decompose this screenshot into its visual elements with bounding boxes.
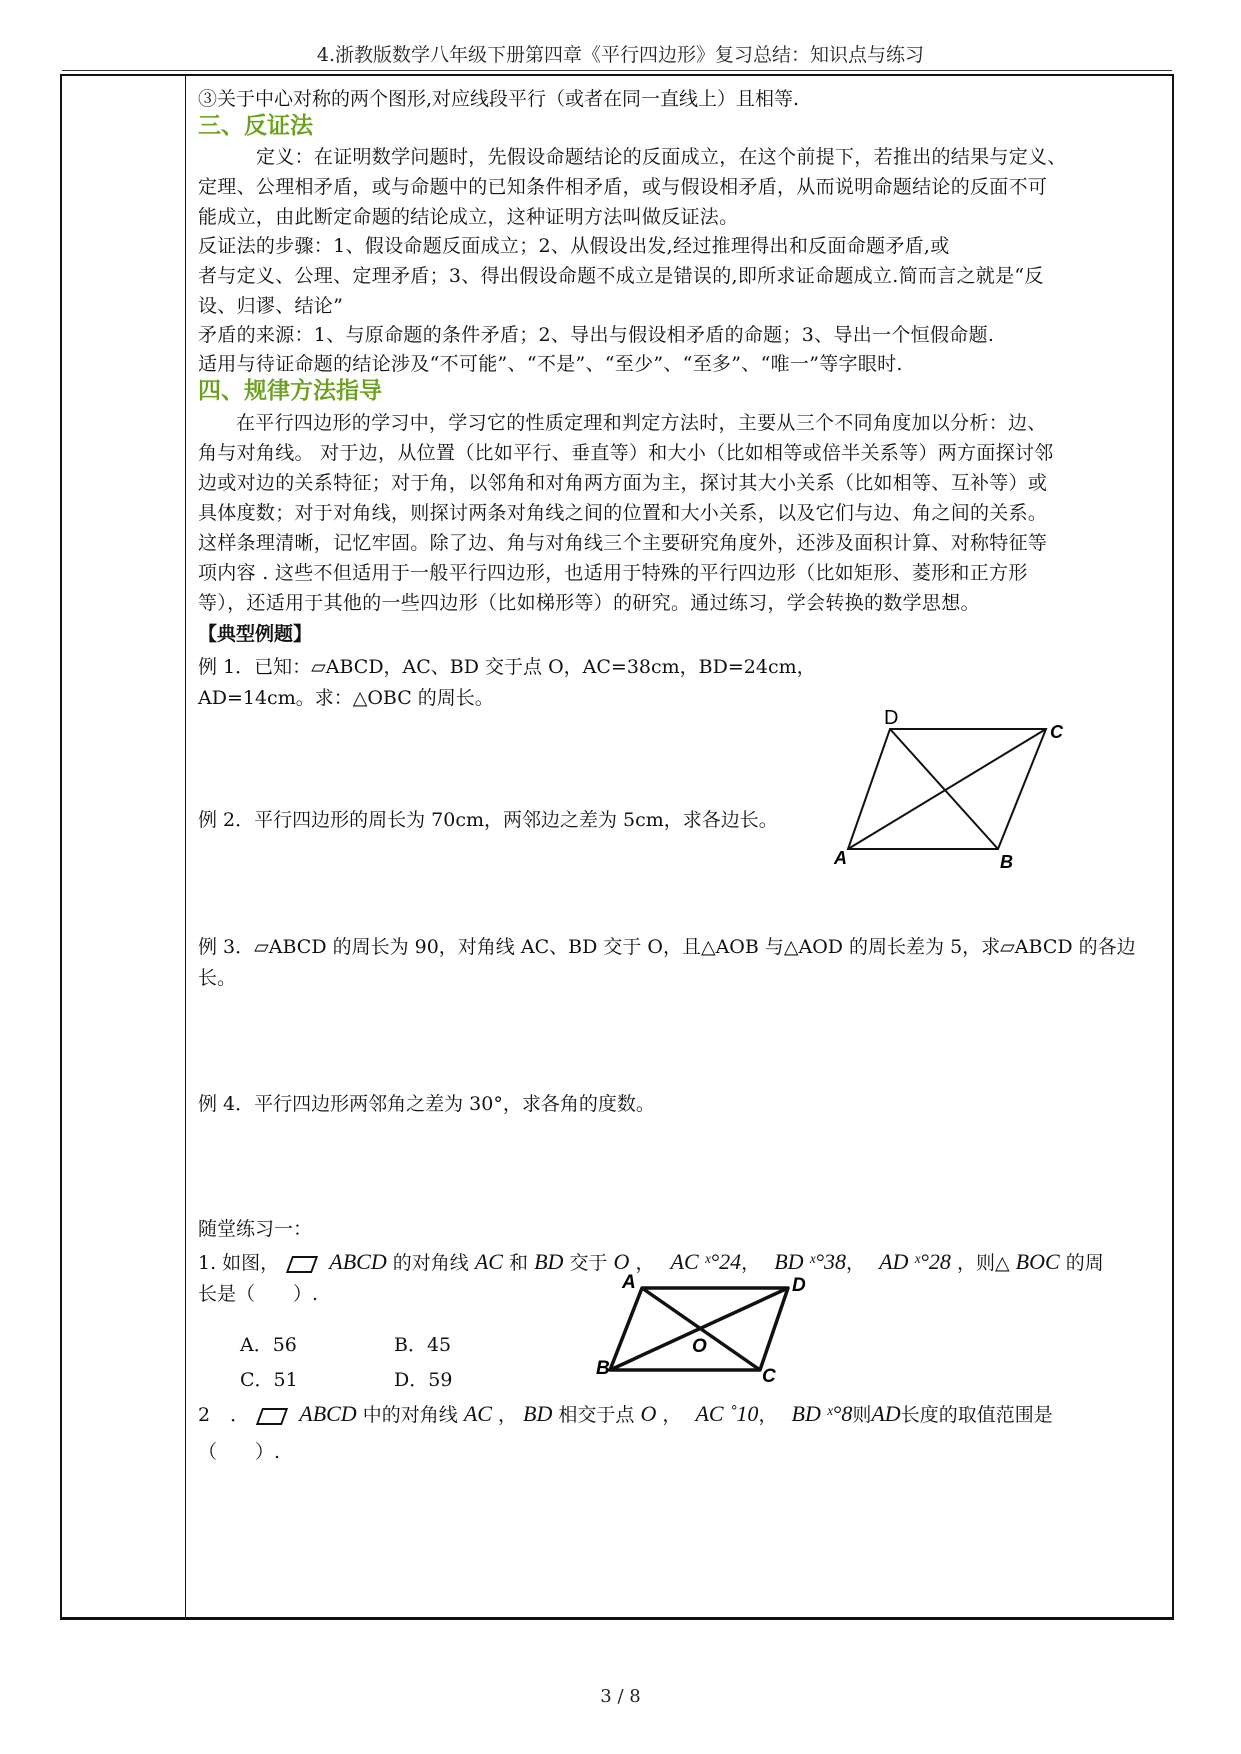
method-line: 等），还适用于其他的一些四边形（比如梯形等）的研究。通过练习，学会转换的数学思想。 [198,592,980,614]
method-line: 在平行四边形的学习中，学习它的性质定理和判定方法时，主要从三个不同角度加以分析：边、 [236,412,1047,434]
choice-d: D．59 [394,1369,453,1391]
q1-abcd: ABCD [329,1249,387,1274]
definition-line: 能成立，由此断定命题的结论成立，这种证明方法叫做反证法。 [198,206,739,228]
q2-bd-value: BD ˣ°8 [791,1401,853,1426]
q2-bd: BD [523,1401,553,1426]
q2-separator: ， [758,1404,778,1426]
q2-o: O [640,1401,657,1426]
q2-ac-value: AC ˚10 [695,1401,759,1426]
q1-text: ，则△ [956,1252,1010,1274]
definition-line: 定理、公理相矛盾，或与命题中的已知条件相矛盾，或与假设相矛盾，从而说明命题结论的反面不可 [198,176,1048,198]
practice-1-parallelogram-figure [596,1272,810,1387]
q1-separator: ， [741,1252,761,1274]
q1-text: 和 [509,1252,529,1274]
choice-b: B．45 [394,1334,452,1356]
practice-q1-line1 [198,1250,1104,1275]
example-4: 例 4．平行四边形两邻角之差为 30°，求各角的度数。 [198,1093,655,1115]
method-line: 具体度数；对于对角线，则探讨两条对角线之间的位置和大小关系，以及它们与边、角之间的关系。 [198,502,1048,524]
method-line: 边或对边的关系特征；对于角，以邻角和对角两方面为主，探讨其大小关系（比如相等、互补等）或 [198,472,1048,494]
method-line: 这样条理清晰，记忆牢固。除了边、角与对角线三个主要研究角度外，还涉及面积计算、对称特征等 [198,532,1048,554]
vertex-label-b: B [1000,852,1013,872]
practice-heading: 随堂练习一： [198,1218,313,1240]
practice-q2-line2: （ ）. [198,1441,281,1463]
q1-ac: AC [474,1249,503,1274]
q1-text: ， [635,1252,655,1274]
method-line: 角与对角线。 对于边，从位置（比如平行、垂直等）和大小（比如相等或倍半关系等）两方面探讨邻 [198,442,1054,464]
q2-number: 2 [198,1404,211,1426]
vertex-label-d: D [792,1275,806,1296]
page-number: 3 / 8 [600,1686,641,1707]
practice-q1-line2: 长是（ ）. [198,1283,319,1305]
steps-line: 设、归谬、结论” [198,295,344,317]
q1-text: 交于 [569,1252,608,1274]
q2-separator: ， [662,1404,682,1426]
parallelogram-symbol [286,1256,318,1273]
center-label-o: O [692,1336,707,1357]
example-1-line: AD=14cm。求：△OBC 的周长。 [198,687,494,709]
header-divider [62,70,1172,71]
q1-ad-value: AD ˣ°28 [879,1249,951,1274]
vertex-label-a: A [834,848,847,868]
example-3-line: 长。 [198,967,237,989]
diagonal-ac [848,729,1046,849]
q1-ac-value: AC ˣ°24 [670,1249,742,1274]
diagonal-bd [890,729,998,849]
vertex-label-d: D [884,707,899,729]
choice-a: A．56 [240,1334,297,1356]
contradiction-source: 矛盾的来源：1、与原命题的条件矛盾；2、导出与假设相矛盾的命题；3、导出一个恒假命题. [198,324,995,346]
q2-dot: ． [230,1404,250,1426]
q2-abcd: ABCD [299,1401,357,1426]
steps-line: 反证法的步骤：1、假设命题反面成立；2、从假设出发,经过推理得出和反面命题矛盾,或 [198,235,950,257]
page-header: 4.浙教版数学八年级下册第四章《平行四边形》复习总结：知识点与练习 [316,44,925,66]
q2-text: 中的对角线 [362,1404,458,1426]
choice-c: C．51 [240,1369,298,1391]
q2-comma: ， [497,1404,517,1426]
usage-line: 适用与待证命题的结论涉及“不可能”、“不是”、“至少”、“至多”、“唯一”等字眼时. [198,353,903,375]
example-1-line: 例 1．已知：▱ABCD，AC、BD 交于点 O，AC=38cm，BD=24cm， [198,656,816,678]
practice-q2-line1 [198,1402,1053,1427]
q1-text: 的周 [1065,1252,1104,1274]
example-1-parallelogram-figure [834,707,1108,876]
q1-o: O [613,1249,630,1274]
q1-bd: BD [534,1249,564,1274]
vertex-label-c: C [1050,722,1063,742]
method-line: 项内容 . 这些不但适用于一般平行四边形，也适用于特殊的平行四边形（比如矩形、菱形和正方形 [198,562,1028,584]
q1-separator: ， [846,1252,866,1274]
q2-ac: AC [463,1401,492,1426]
vertex-label-a: A [622,1272,636,1293]
definition-line: 定义：在证明数学问题时，先假设命题结论的反面成立，在这个前提下，若推出的结果与定义、 [256,146,1067,168]
q2-ad: AD [871,1401,901,1426]
q1-boc: BOC [1015,1249,1060,1274]
q1-bd-value: BD ˣ°38 [774,1249,847,1274]
section4-heading: 四、规律方法指导 [198,378,382,404]
examples-heading: 【典型例题】 [198,623,313,645]
q2-text: 相交于点 [558,1404,635,1426]
table-left-column [62,76,186,1617]
q2-text: 长度的取值范围是 [900,1404,1053,1426]
content-table [60,74,1174,1620]
q2-text: 则 [852,1404,872,1426]
vertex-label-b: B [596,1358,610,1379]
example-3-line: 例 3．▱ABCD 的周长为 90，对角线 AC、BD 交于 O，且△AOB 与△AOD 的周长差为 5，求▱ABCD 的各边 [198,936,1136,958]
steps-line: 者与定义、公理、定理矛盾；3、得出假设命题不成立是错误的,即所求证命题成立.简而言之就是“反 [198,265,1044,287]
symmetry-item-3: ③关于中心对称的两个图形,对应线段平行（或者在同一直线上）且相等. [198,88,800,110]
parallelogram-symbol [256,1408,288,1425]
section3-heading: 三、反证法 [198,113,313,139]
vertex-label-c: C [762,1366,776,1387]
q1-text: 的对角线 [392,1252,469,1274]
q1-prefix: 1. 如图， [198,1252,280,1274]
example-2: 例 2．平行四边形的周长为 70cm，两邻边之差为 5cm，求各边长。 [198,809,778,831]
